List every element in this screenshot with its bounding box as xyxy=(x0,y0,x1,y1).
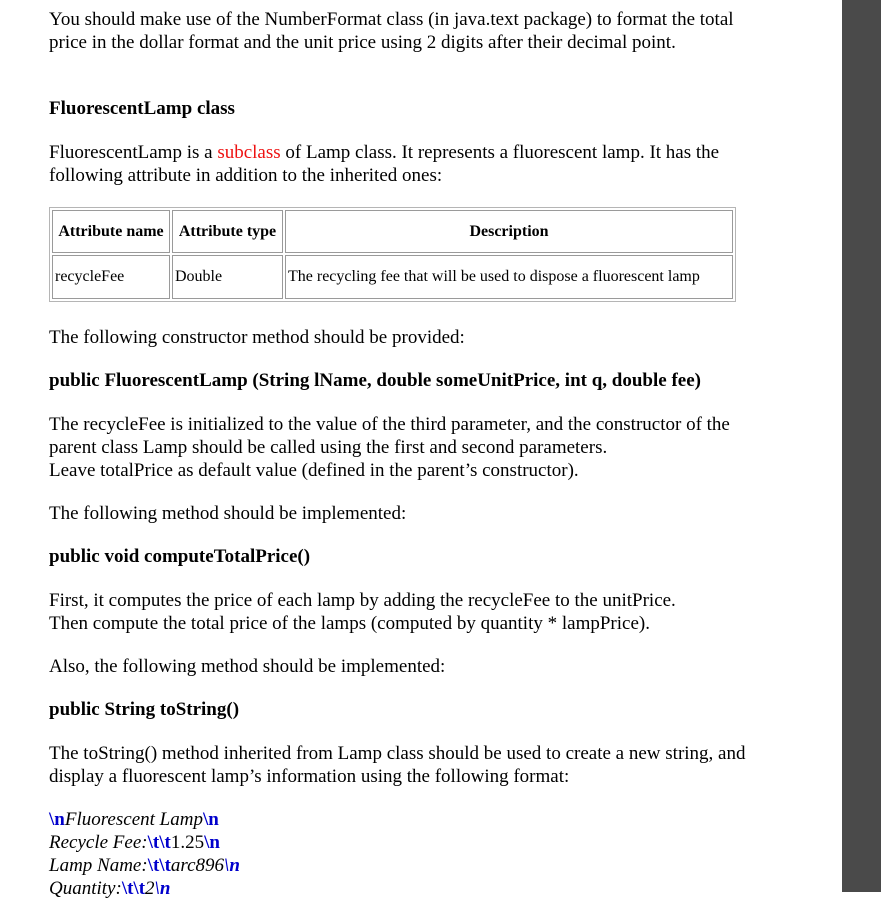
constructor-intro: The following constructor method should be provided: xyxy=(49,327,465,348)
cell-attribute-type: Double xyxy=(172,255,283,299)
format-line-title: \nFluorescent Lamp\n xyxy=(49,809,219,830)
intro-paragraph: You should make use of the NumberFormat class (in java.text package) to format the total price in the dollar format and the unit price using 2 digits after their decimal point. xyxy=(49,9,734,53)
method-signature: public void computeTotalPrice() xyxy=(49,546,311,567)
cell-description: The recycling fee that will be used to dispose a fluorescent lamp xyxy=(285,255,733,299)
tostring-description: The toString() method inherited from Lamp class should be used to create a new string, and display a fluorescent lamp’s information using the following format: xyxy=(49,743,746,787)
method-intro: The following method should be implemented: xyxy=(49,503,407,524)
format-line-quantity: Quantity:\t\t2\n xyxy=(49,878,171,899)
header-attribute-name: Attribute name xyxy=(52,210,170,253)
constructor-desc-line2: Leave totalPrice as default value (defined in the parent’s constructor). xyxy=(49,460,579,481)
class-desc-after: of Lamp class. It represents a fluorescent lamp. It has the following attribute in addition to the inherited ones: xyxy=(49,142,720,186)
scrollbar-track[interactable] xyxy=(842,0,881,892)
header-attribute-type: Attribute type xyxy=(172,210,283,253)
table-row xyxy=(52,255,733,299)
format-line-recycle-fee: Recycle Fee:\t\t1.25\n xyxy=(49,832,220,853)
attribute-table xyxy=(49,207,736,302)
header-description: Description xyxy=(285,210,733,253)
class-description xyxy=(49,141,749,187)
output-format-block xyxy=(49,808,749,900)
method-desc-line1: First, it computes the price of each lamp by adding the recycleFee to the unitPrice. xyxy=(49,590,676,611)
constructor-signature: public FluorescentLamp (String lName, double someUnitPrice, int q, double fee) xyxy=(49,370,701,391)
tostring-signature: public String toString() xyxy=(49,699,240,720)
subclass-link[interactable]: subclass xyxy=(217,142,281,163)
table-header-row xyxy=(52,210,733,253)
constructor-desc-line1: The recycleFee is initialized to the value of the third parameter, and the constructor of the parent class Lamp should be called using the first and second parameters. xyxy=(49,414,730,458)
constructor-description xyxy=(49,413,749,482)
also-intro: Also, the following method should be implemented: xyxy=(49,656,446,677)
class-heading: FluorescentLamp class xyxy=(49,98,235,119)
method-description xyxy=(49,589,749,635)
format-line-lamp-name: Lamp Name:\t\tarc896\n xyxy=(49,855,240,876)
class-desc-before: FluorescentLamp is a xyxy=(49,142,218,163)
method-desc-line2: Then compute the total price of the lamps (computed by quantity * lampPrice). xyxy=(49,613,650,634)
cell-attribute-name: recycleFee xyxy=(52,255,170,299)
